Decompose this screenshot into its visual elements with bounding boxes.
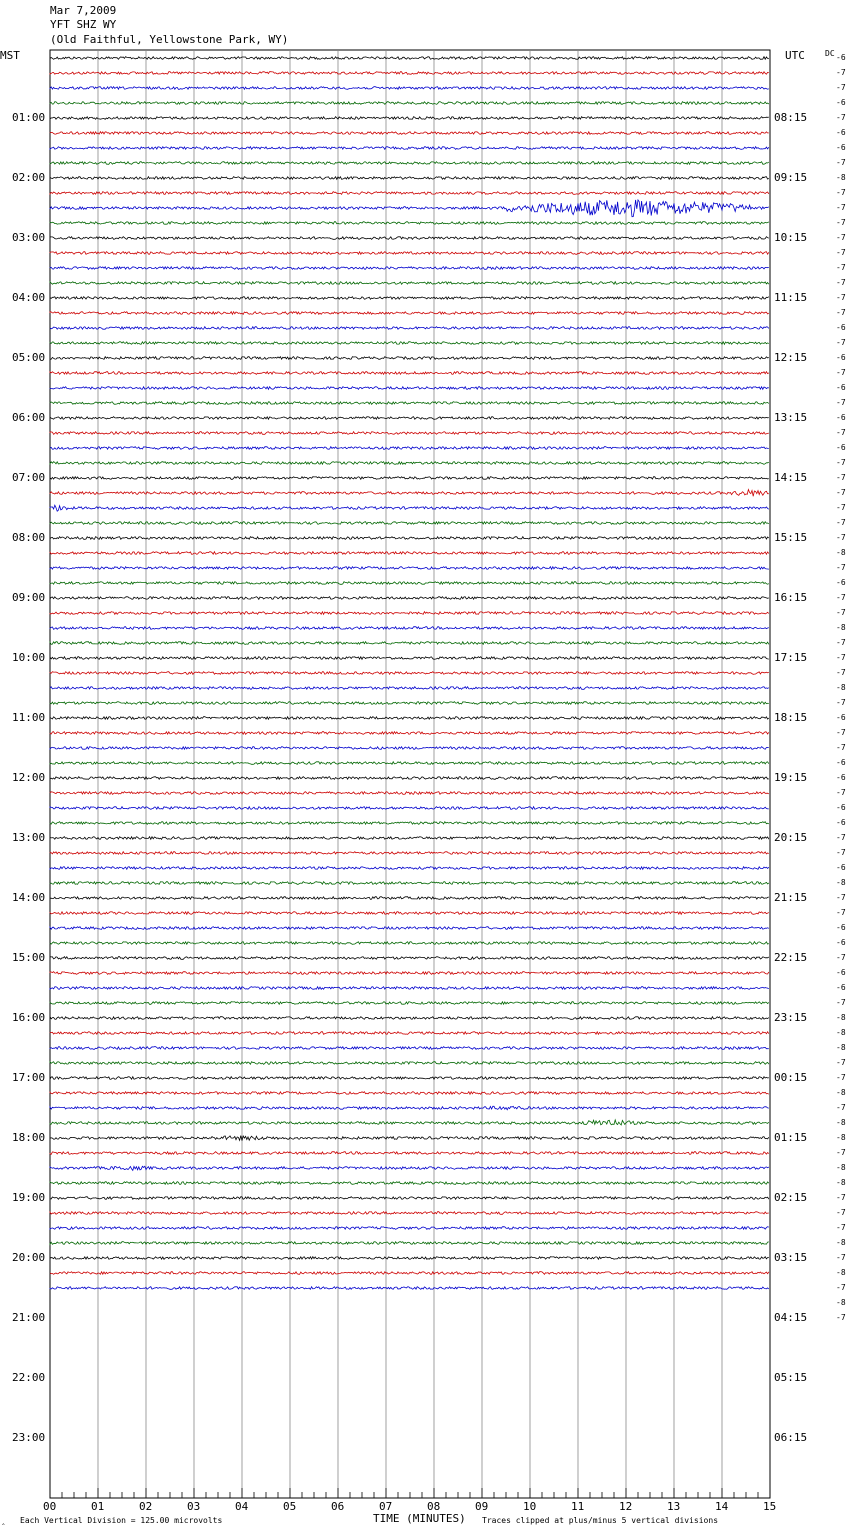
dc-offset-label: -8: [836, 1043, 846, 1052]
trace-line: [50, 852, 769, 855]
dc-offset-label: -6: [836, 758, 846, 767]
trace-line: [50, 57, 769, 60]
right-time-label: 17:15: [774, 651, 808, 664]
trace-line: [50, 267, 769, 270]
dc-offset-label: -7: [836, 218, 846, 227]
trace-line: [50, 357, 769, 360]
dc-offset-label: -6: [836, 413, 846, 422]
dc-offset-label: -7: [836, 203, 846, 212]
dc-offset-label: -7: [836, 368, 846, 377]
trace-line: [50, 1062, 769, 1065]
left-time-label: 06:00: [12, 411, 46, 424]
trace-line: [50, 1032, 769, 1035]
right-time-label: 12:15: [774, 351, 808, 364]
x-tick-label: 15: [763, 1500, 777, 1513]
trace-line: [50, 972, 769, 975]
dc-offset-label: -7: [836, 1208, 846, 1217]
dc-offset-label: -7: [836, 188, 846, 197]
dc-offset-label: -7: [836, 398, 846, 407]
dc-offset-label: -8: [836, 1163, 846, 1172]
dc-offset-label: -7: [836, 593, 846, 602]
x-tick-label: 12: [619, 1500, 633, 1513]
dc-offset-label: -7: [836, 1148, 846, 1157]
x-tick-label: 08: [427, 1500, 441, 1513]
dc-offset-label: -6: [836, 773, 846, 782]
dc-offset-label: -7: [836, 158, 846, 167]
trace-line: [50, 505, 769, 511]
right-timezone-label: UTC: [785, 49, 805, 62]
x-tick-label: 07: [379, 1500, 393, 1513]
dc-offset-label: -8: [836, 1298, 846, 1307]
right-time-label: 22:15: [774, 951, 808, 964]
trace-line: [50, 252, 769, 255]
trace-line: [50, 200, 769, 217]
left-time-label: 04:00: [12, 291, 46, 304]
x-tick-label: 14: [715, 1500, 729, 1513]
dc-offset-label: -7: [836, 563, 846, 572]
dc-offset-label: -7: [836, 233, 846, 242]
dc-offset-label: -8: [836, 1133, 846, 1142]
dc-offset-label: -6: [836, 578, 846, 587]
trace-line: [50, 327, 769, 330]
left-time-label: 22:00: [12, 1371, 46, 1384]
trace-line: [50, 1120, 769, 1125]
trace-line: [50, 147, 769, 150]
trace-line: [50, 882, 769, 885]
trace-line: [50, 792, 769, 795]
dc-offset-label: -7: [836, 308, 846, 317]
dc-offset-label: -7: [836, 1193, 846, 1202]
trace-line: [50, 657, 769, 660]
dc-offset-label: -6: [836, 383, 846, 392]
dc-offset-label: -7: [836, 503, 846, 512]
location-label: (Old Faithful, Yellowstone Park, WY): [50, 33, 289, 46]
trace-line: [50, 822, 769, 825]
trace-line: [50, 87, 769, 90]
left-time-label: 14:00: [12, 891, 46, 904]
dc-offset-label: -7: [836, 488, 846, 497]
trace-line: [50, 627, 769, 630]
right-time-label: 21:15: [774, 891, 808, 904]
dc-offset-label: -6: [836, 323, 846, 332]
right-time-label: 03:15: [774, 1251, 808, 1264]
dc-offset-label: -7: [836, 893, 846, 902]
x-tick-label: 01: [91, 1500, 105, 1513]
trace-line: [50, 1166, 769, 1170]
dc-offset-label: -7: [836, 653, 846, 662]
right-time-label: 20:15: [774, 831, 808, 844]
trace-line: [50, 987, 769, 990]
dc-offset-label: -8: [836, 1088, 846, 1097]
trace-line: [50, 732, 769, 735]
right-time-label: 11:15: [774, 291, 808, 304]
right-time-label: 06:15: [774, 1431, 808, 1444]
left-time-label: 01:00: [12, 111, 46, 124]
trace-line: [50, 1002, 769, 1005]
dc-offset-label: -7: [836, 518, 846, 527]
dc-offset-label: -6: [836, 818, 846, 827]
right-time-label: 08:15: [774, 111, 808, 124]
dc-offset-label: -7: [836, 1253, 846, 1262]
left-time-label: 02:00: [12, 171, 46, 184]
trace-line: [50, 1106, 769, 1110]
clip-note: Traces clipped at plus/minus 5 vertical divisions: [482, 1516, 719, 1525]
x-tick-label: 13: [667, 1500, 681, 1513]
x-tick-label: 02: [139, 1500, 153, 1513]
dc-offset-label: -7: [836, 473, 846, 482]
trace-line: [50, 372, 769, 375]
x-tick-label: 10: [523, 1500, 537, 1513]
left-time-label: 11:00: [12, 711, 46, 724]
dc-offset-label: -8: [836, 1238, 846, 1247]
dc-offset-label: -7: [836, 638, 846, 647]
x-tick-label: 11: [571, 1500, 585, 1513]
right-time-label: 13:15: [774, 411, 808, 424]
left-time-label: 18:00: [12, 1131, 46, 1144]
dc-offset-label: -7: [836, 908, 846, 917]
trace-line: [50, 402, 769, 405]
right-time-label: 10:15: [774, 231, 808, 244]
trace-line: [50, 312, 769, 315]
trace-line: [50, 582, 769, 585]
trace-line: [50, 897, 769, 900]
left-time-label: 03:00: [12, 231, 46, 244]
right-time-label: 04:15: [774, 1311, 808, 1324]
dc-offset-label: -7: [836, 743, 846, 752]
trace-line: [50, 177, 769, 180]
trace-line: [50, 387, 769, 390]
x-tick-label: 00: [43, 1500, 57, 1513]
dc-offset-label: -6: [836, 863, 846, 872]
left-time-label: 08:00: [12, 531, 46, 544]
dc-offset-label: -8: [836, 623, 846, 632]
left-time-label: 17:00: [12, 1071, 46, 1084]
trace-line: [50, 867, 769, 870]
x-tick-label: 04: [235, 1500, 249, 1513]
trace-line: [50, 462, 769, 465]
dc-offset-label: -6: [836, 143, 846, 152]
right-time-label: 14:15: [774, 471, 808, 484]
x-tick-label: 03: [187, 1500, 201, 1513]
left-time-label: 23:00: [12, 1431, 46, 1444]
trace-line: [50, 1227, 769, 1230]
left-time-label: 15:00: [12, 951, 46, 964]
trace-line: [50, 342, 769, 345]
dc-offset-label: -8: [836, 173, 846, 182]
dc-offset-label: -6: [836, 803, 846, 812]
dc-offset-label: -8: [836, 1013, 846, 1022]
left-time-label: 19:00: [12, 1191, 46, 1204]
trace-line: [50, 1017, 769, 1020]
right-time-label: 15:15: [774, 531, 808, 544]
dc-offset-label: -6: [836, 938, 846, 947]
trace-line: [50, 222, 769, 225]
trace-line: [50, 777, 769, 780]
trace-line: [50, 567, 769, 570]
trace-line: [50, 912, 769, 915]
dc-offset-label: -7: [836, 848, 846, 857]
trace-line: [50, 612, 769, 615]
dc-offset-label: -7: [836, 953, 846, 962]
right-time-label: 05:15: [774, 1371, 808, 1384]
left-time-label: 05:00: [12, 351, 46, 364]
dc-offset-label: -7: [836, 458, 846, 467]
dc-offset-label: -6: [836, 443, 846, 452]
dc-offset-label: -6: [836, 128, 846, 137]
left-time-label: 21:00: [12, 1311, 46, 1324]
dc-offset-label: -8: [836, 683, 846, 692]
dc-offset-label: -7: [836, 1223, 846, 1232]
trace-line: [50, 717, 769, 720]
left-time-label: 12:00: [12, 771, 46, 784]
dc-offset-label: -7: [836, 278, 846, 287]
right-time-label: 01:15: [774, 1131, 808, 1144]
trace-line: [50, 192, 769, 195]
trace-line: [50, 957, 769, 960]
dc-offset-label: -7: [836, 998, 846, 1007]
trace-line: [50, 1242, 769, 1245]
trace-line: [50, 672, 769, 675]
trace-line: [50, 162, 769, 165]
trace-line: [50, 837, 769, 840]
dc-offset-label: -6: [836, 98, 846, 107]
trace-line: [50, 282, 769, 285]
trace-line: [50, 942, 769, 945]
dc-offset-label: -6: [836, 53, 846, 62]
trace-line: [50, 1197, 769, 1200]
dc-offset-label: -8: [836, 548, 846, 557]
trace-line: [50, 1257, 769, 1260]
trace-line: [50, 702, 769, 705]
trace-line: [50, 237, 769, 240]
trace-line: [50, 432, 769, 435]
dc-offset-label: -6: [836, 968, 846, 977]
station-label: YFT SHZ WY: [50, 18, 117, 31]
date-label: Mar 7,2009: [50, 4, 117, 17]
trace-line: [50, 687, 769, 690]
trace-line: [50, 1287, 769, 1290]
dc-offset-label: -7: [836, 1313, 846, 1322]
dc-offset-label: -7: [836, 698, 846, 707]
right-time-label: 02:15: [774, 1191, 808, 1204]
dc-offset-label: -8: [836, 878, 846, 887]
scale-note: Each Vertical Division = 125.00 microvolts: [20, 1516, 223, 1525]
trace-line: [50, 1212, 769, 1215]
trace-line: [50, 1136, 769, 1141]
trace-line: [50, 417, 769, 420]
trace-line: [50, 1272, 769, 1275]
trace-line: [50, 807, 769, 810]
dc-offset-label: -7: [836, 833, 846, 842]
dc-offset-label: -7: [836, 533, 846, 542]
dc-offset-label: -7: [836, 263, 846, 272]
dc-offset-label: -7: [836, 113, 846, 122]
right-time-label: 23:15: [774, 1011, 808, 1024]
dc-offset-label: -6: [836, 713, 846, 722]
trace-line: [50, 762, 769, 765]
x-tick-label: 06: [331, 1500, 345, 1513]
x-axis-title: TIME (MINUTES): [373, 1512, 466, 1525]
trace-line: [50, 537, 769, 540]
dc-offset-label: -8: [836, 1178, 846, 1187]
dc-offset-label: -7: [836, 428, 846, 437]
left-time-label: 20:00: [12, 1251, 46, 1264]
right-time-label: 00:15: [774, 1071, 808, 1084]
dc-offset-label: -7: [836, 728, 846, 737]
dc-offset-label: -7: [836, 68, 846, 77]
trace-line: [50, 552, 769, 555]
dc-offset-label: -8: [836, 1028, 846, 1037]
trace-line: [50, 1182, 769, 1185]
trace-line: [50, 642, 769, 645]
left-time-label: 16:00: [12, 1011, 46, 1024]
dc-offset-label: -7: [836, 668, 846, 677]
left-timezone-label: MST: [0, 49, 20, 62]
left-time-label: 09:00: [12, 591, 46, 604]
dc-offset-label: -7: [836, 338, 846, 347]
dc-offset-label: -7: [836, 1073, 846, 1082]
trace-line: [50, 747, 769, 750]
dc-offset-label: -6: [836, 353, 846, 362]
trace-line: [50, 72, 769, 75]
trace-line: [50, 132, 769, 135]
trace-line: [50, 297, 769, 300]
right-time-label: 19:15: [774, 771, 808, 784]
dc-offset-label: -7: [836, 293, 846, 302]
dc-offset-label: -7: [836, 1103, 846, 1112]
dc-offset-label: -7: [836, 788, 846, 797]
trace-line: [50, 522, 769, 525]
dc-offset-label: -8: [836, 1268, 846, 1277]
right-time-label: 18:15: [774, 711, 808, 724]
dc-offset-label: -7: [836, 83, 846, 92]
left-time-label: 10:00: [12, 651, 46, 664]
dc-offset-label: -7: [836, 608, 846, 617]
dc-offset-label: -8: [836, 1118, 846, 1127]
dc-offset-label: -7: [836, 1058, 846, 1067]
trace-line: [50, 927, 769, 930]
x-tick-label: 05: [283, 1500, 297, 1513]
trace-line: [50, 117, 769, 120]
trace-line: [50, 1092, 769, 1095]
trace-line: [50, 102, 769, 105]
trace-line: [50, 1077, 769, 1080]
x-tick-label: 09: [475, 1500, 489, 1513]
trace-line: [50, 447, 769, 450]
trace-line: [50, 477, 769, 480]
right-time-label: 16:15: [774, 591, 808, 604]
left-time-label: 13:00: [12, 831, 46, 844]
trace-line: [50, 597, 769, 600]
right-time-label: 09:15: [774, 171, 808, 184]
left-time-label: 07:00: [12, 471, 46, 484]
trace-line: [50, 1152, 769, 1155]
dc-offset-label: -7: [836, 1283, 846, 1292]
dc-offset-label: -6: [836, 983, 846, 992]
dc-offset-label: -7: [836, 248, 846, 257]
trace-line: [50, 1047, 769, 1050]
scale-icon: ‸: [2, 1516, 5, 1525]
trace-line: [50, 490, 769, 497]
dc-offset-label: -6: [836, 923, 846, 932]
dc-label: DC: [825, 49, 835, 58]
